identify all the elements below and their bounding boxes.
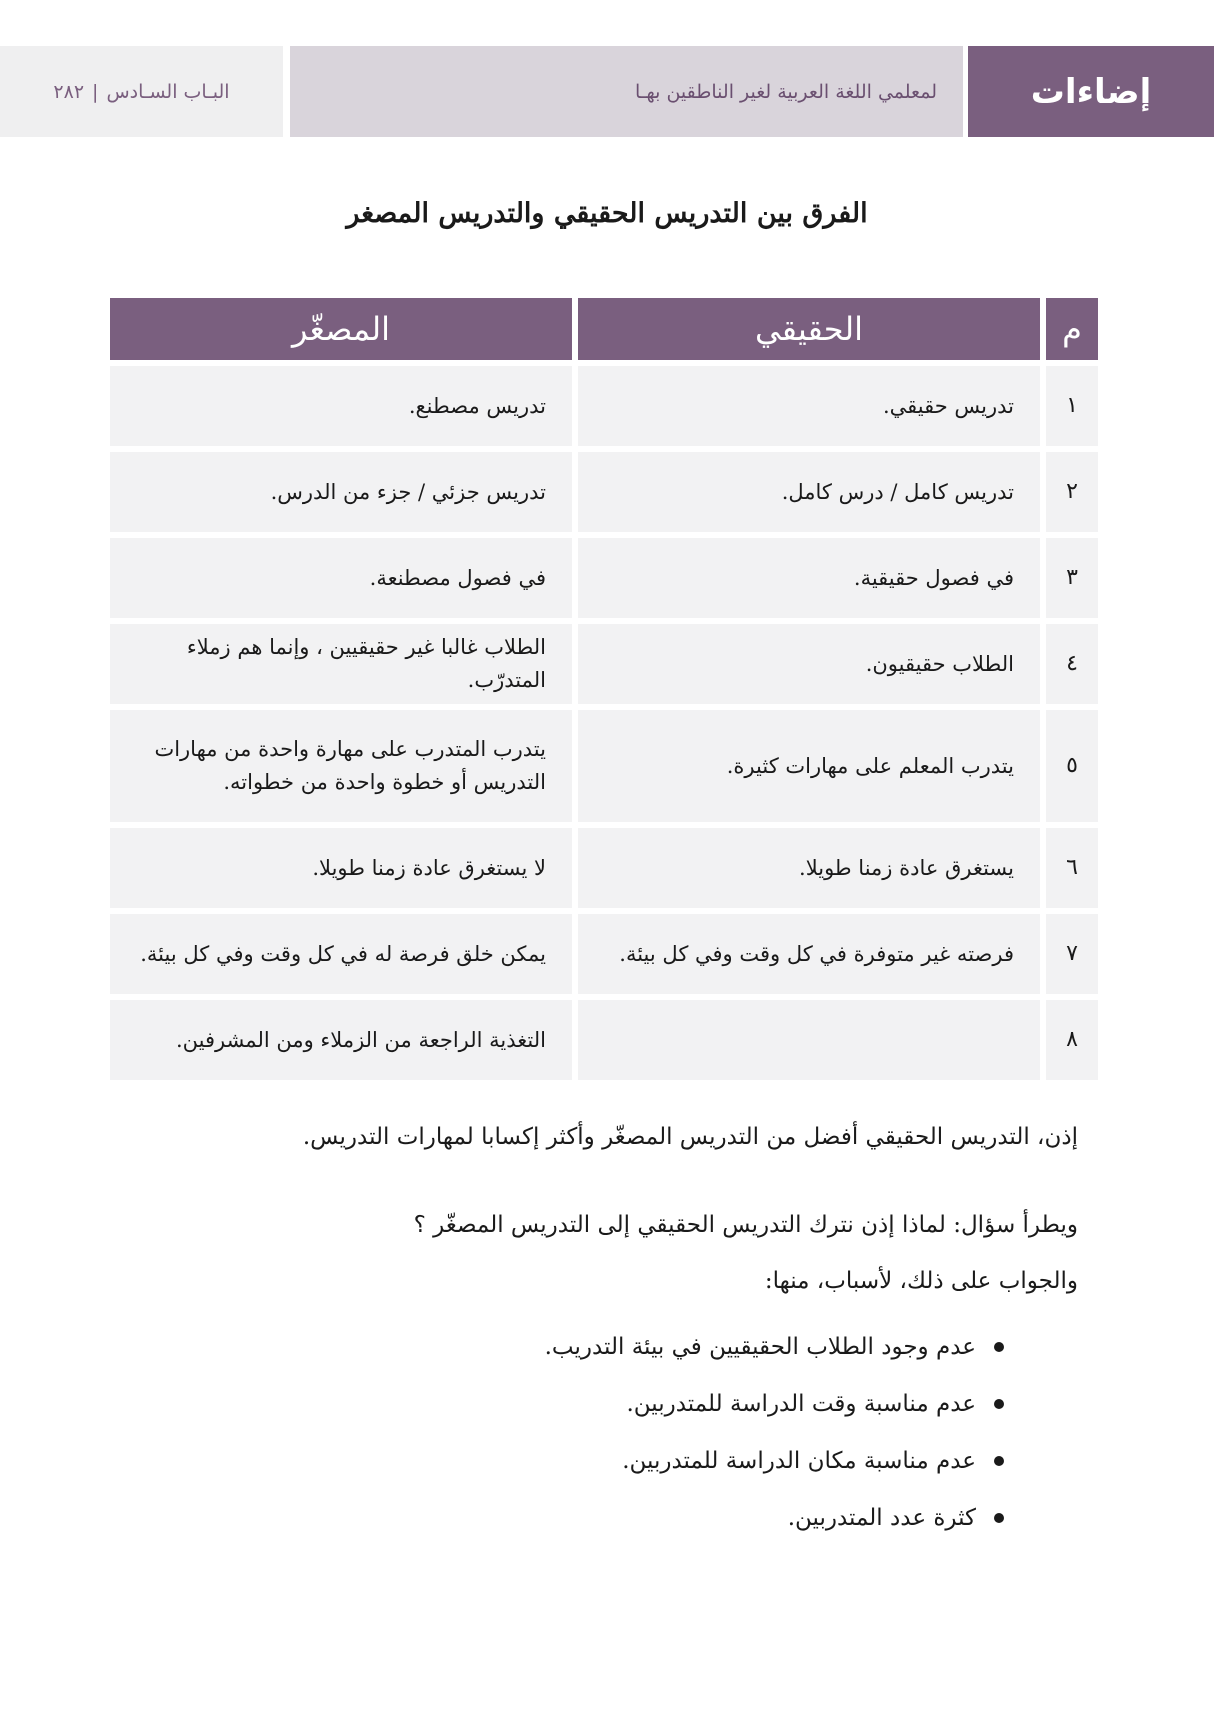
reason-text: عدم وجود الطلاب الحقيقيين في بيئة التدريب.	[544, 1333, 976, 1360]
reasons-list	[304, 1318, 1004, 1546]
micro-cell: في فصول مصطنعة.	[110, 538, 572, 618]
reason-text: عدم مناسبة مكان الدراسة للمتدربين.	[622, 1447, 976, 1474]
row-number: ٢	[1046, 452, 1098, 532]
real-cell: يتدرب المعلم على مهارات كثيرة.	[578, 710, 1040, 822]
book-brand: إضاءات	[968, 46, 1214, 137]
conclusion-paragraph: إذن، التدريس الحقيقي أفضل من التدريس المصغّر وأكثر إكسابا لمهارات التدريس.	[302, 1124, 1078, 1150]
micro-cell: التغذية الراجعة من الزملاء ومن المشرفين.	[110, 1000, 572, 1080]
book-subtitle: لمعلمي اللغة العربية لغير الناطقين بهـا	[290, 46, 963, 137]
page-title: الفرق بين التدريس الحقيقي والتدريس المصغر	[346, 198, 868, 229]
table-row	[110, 366, 1098, 446]
bullet-icon	[994, 1399, 1004, 1409]
list-item	[304, 1318, 1004, 1375]
row-number: ١	[1046, 366, 1098, 446]
page-header	[0, 46, 1214, 137]
answer-intro: والجواب على ذلك، لأسباب، منها:	[764, 1268, 1078, 1294]
bullet-icon	[994, 1513, 1004, 1523]
chapter-info	[0, 46, 283, 137]
row-number: ٧	[1046, 914, 1098, 994]
micro-cell: تدريس مصطنع.	[110, 366, 572, 446]
real-cell	[578, 1000, 1040, 1080]
list-item	[304, 1375, 1004, 1432]
header-micro: المصغّر	[110, 298, 572, 360]
real-cell: الطلاب حقيقيون.	[578, 624, 1040, 704]
micro-cell: يمكن خلق فرصة له في كل وقت وفي كل بيئة.	[110, 914, 572, 994]
list-item	[304, 1432, 1004, 1489]
row-number: ٦	[1046, 828, 1098, 908]
comparison-table	[104, 292, 1104, 1086]
micro-cell: يتدرب المتدرب على مهارة واحدة من مهارات التدريس أو خطوة واحدة من خطواته.	[110, 710, 572, 822]
micro-cell: الطلاب غالبا غير حقيقيين ، وإنما هم زملاء المتدرّب.	[110, 624, 572, 704]
question-paragraph: ويطرأ سؤال: لماذا إذن نترك التدريس الحقيقي إلى التدريس المصغّر ؟	[413, 1212, 1078, 1238]
row-number: ٣	[1046, 538, 1098, 618]
table-row	[110, 624, 1098, 704]
bullet-icon	[994, 1456, 1004, 1466]
list-item	[304, 1489, 1004, 1546]
header-real: الحقيقي	[578, 298, 1040, 360]
table-header-row	[110, 298, 1098, 360]
header-num: م	[1046, 298, 1098, 360]
micro-cell: تدريس جزئي / جزء من الدرس.	[110, 452, 572, 532]
row-number: ٤	[1046, 624, 1098, 704]
reason-text: كثرة عدد المتدربين.	[787, 1504, 976, 1531]
chapter-label: البـاب السـادس	[106, 80, 230, 103]
bullet-icon	[994, 1342, 1004, 1352]
header-separator: |	[92, 80, 99, 103]
real-cell: فرصته غير متوفرة في كل وقت وفي كل بيئة.	[578, 914, 1040, 994]
table-row	[110, 452, 1098, 532]
micro-cell: لا يستغرق عادة زمنا طويلا.	[110, 828, 572, 908]
real-cell: في فصول حقيقية.	[578, 538, 1040, 618]
page-number: ٢٨٢	[53, 80, 85, 103]
table-row	[110, 1000, 1098, 1080]
real-cell: يستغرق عادة زمنا طويلا.	[578, 828, 1040, 908]
table-row	[110, 828, 1098, 908]
table-row	[110, 710, 1098, 822]
table-row	[110, 538, 1098, 618]
row-number: ٥	[1046, 710, 1098, 822]
reason-text: عدم مناسبة وقت الدراسة للمتدربين.	[626, 1390, 976, 1417]
row-number: ٨	[1046, 1000, 1098, 1080]
real-cell: تدريس حقيقي.	[578, 366, 1040, 446]
table-row	[110, 914, 1098, 994]
real-cell: تدريس كامل / درس كامل.	[578, 452, 1040, 532]
